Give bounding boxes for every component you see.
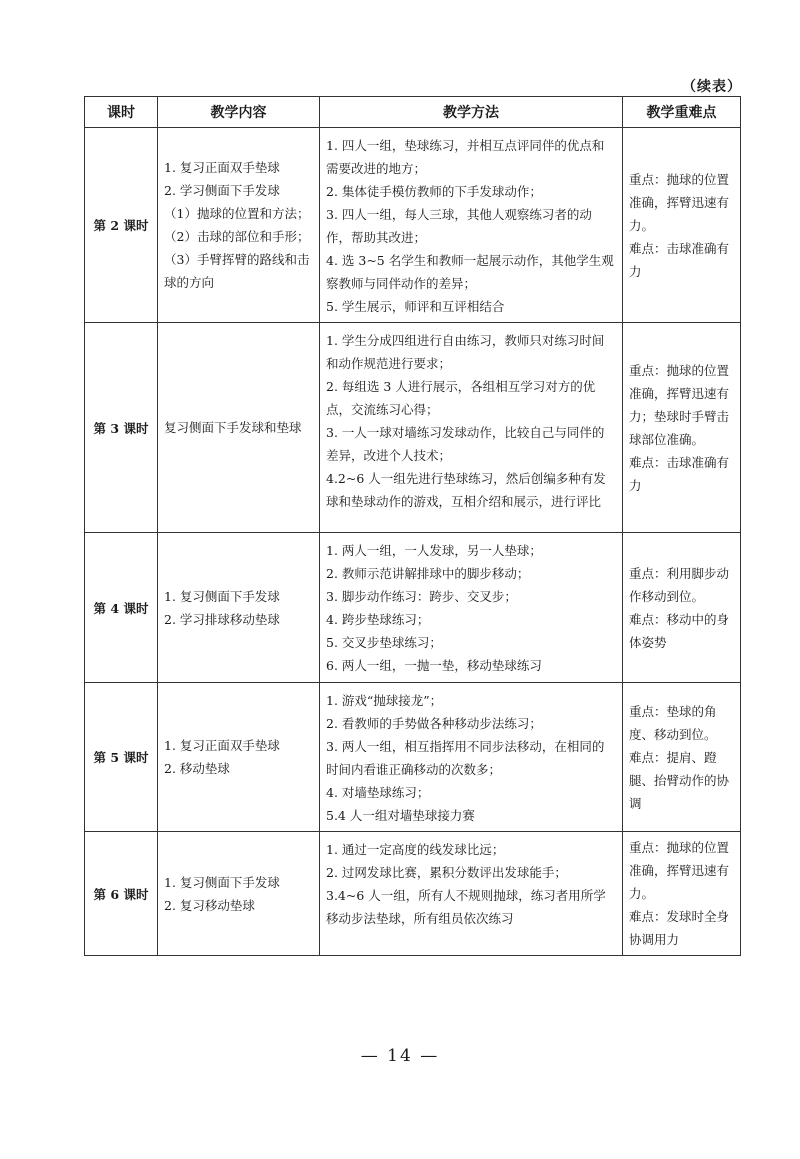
content-line: 复习侧面下手发球和垫球 xyxy=(164,420,302,435)
difficulty-line: 难点：击球准确有力 xyxy=(629,240,730,279)
key-point-line: 重点：抛球的位置准确，挥臂迅速有力。 xyxy=(629,840,730,901)
period-cell: 第 3 课时 xyxy=(85,323,158,533)
header-key-points: 教学重难点 xyxy=(623,97,741,128)
method-line: 3. 一人一球对墙练习发球动作，比较自己与同伴的差异，改进个人技术； xyxy=(326,425,605,463)
key-points-cell xyxy=(623,683,741,832)
method-line: 1. 游戏“抛球接龙”； xyxy=(326,693,443,708)
content-line: 1. 复习正面双手垫球 xyxy=(164,160,280,175)
period-cell: 第 6 课时 xyxy=(85,832,158,956)
method-line: 2. 过网发球比赛，累积分数评出发球能手； xyxy=(326,865,567,880)
method-cell xyxy=(320,683,623,832)
method-line: 2. 每组选 3 人进行展示，各组相互学习对方的优点，交流练习心得； xyxy=(326,379,596,417)
header-period: 课时 xyxy=(85,97,158,128)
method-line: 3. 脚步动作练习：跨步、交叉步； xyxy=(326,589,517,604)
method-line: 1. 学生分成四组进行自由练习，教师只对练习时间和动作规范进行要求； xyxy=(326,333,605,371)
key-points-cell xyxy=(623,533,741,683)
key-points-cell xyxy=(623,323,741,533)
method-line: 1. 通过一定高度的线发球比远； xyxy=(326,842,505,857)
content-line: 2. 学习侧面下手发球 xyxy=(164,183,280,198)
content-line: 1. 复习侧面下手发球 xyxy=(164,588,280,604)
method-line: 2. 教师示范讲解排球中的脚步移动； xyxy=(326,566,530,581)
difficulty-line: 难点：发球时全身协调用力 xyxy=(629,909,730,947)
key-point-line: 重点：垫球的角度、移动到位。 xyxy=(629,703,717,742)
lesson-plan-table xyxy=(84,96,741,956)
table-row xyxy=(85,533,741,683)
method-line: 3. 两人一组，相互指挥用不同步法移动，在相同的时间内看谁正确移动的次数多； xyxy=(326,739,605,777)
period-cell: 第 5 课时 xyxy=(85,683,158,832)
content-line: 2. 复习移动垫球 xyxy=(164,897,255,913)
method-cell xyxy=(320,832,623,956)
content-cell xyxy=(158,128,320,323)
content-cell xyxy=(158,533,320,683)
table-row xyxy=(85,683,741,832)
content-line: （2）击球的部位和手形； xyxy=(164,229,310,244)
period-cell: 第 2 课时 xyxy=(85,128,158,323)
content-line: 1. 复习正面双手垫球 xyxy=(164,738,280,753)
method-line: 3. 四人一组，每人三球，其他人观察练习者的动作，帮助其改进； xyxy=(326,207,592,245)
method-line: 2. 集体徒手模仿教师的下手发球动作； xyxy=(326,184,542,199)
header-method: 教学方法 xyxy=(320,97,623,128)
method-line: 4. 跨步垫球练习； xyxy=(326,612,430,627)
key-points-cell xyxy=(623,128,741,323)
content-line: （3）手臂挥臂的路线和击球的方向 xyxy=(164,252,310,290)
method-line: 5. 交叉步垫球练习； xyxy=(326,635,442,650)
header-content: 教学内容 xyxy=(158,97,320,128)
method-line: 2. 看教师的手势做各种移动步法练习； xyxy=(326,716,542,731)
continued-label: （续表） xyxy=(682,79,742,95)
method-line: 4. 对墙垫球练习； xyxy=(326,785,430,800)
method-line: 1. 两人一组，一人发球，另一人垫球； xyxy=(326,543,542,558)
content-cell xyxy=(158,832,320,956)
method-line: 1. 四人一组，垫球练习，并相互点评同伴的优点和需要改进的地方； xyxy=(326,138,605,176)
difficulty-line: 难点：移动中的身体姿势 xyxy=(629,611,730,650)
method-line: 4.2~6 人一组先进行垫球练习，然后创编多种有发球和垫球动作的游戏，互相介绍和展示，进行评比 xyxy=(326,471,606,509)
content-cell xyxy=(158,323,320,533)
difficulty-line: 难点：提肩、蹬腿、抬臂动作的协调 xyxy=(629,749,730,811)
method-cell xyxy=(320,128,623,323)
key-point-line: 重点：抛球的位置准确，挥臂迅速有力；垫球时手臂击球部位准确。 xyxy=(629,362,730,447)
difficulty-line: 难点：击球准确有力 xyxy=(629,454,730,493)
key-point-line: 重点：利用脚步动作移动到位。 xyxy=(629,565,730,604)
method-line: 5. 学生展示，师评和互评相结合 xyxy=(326,299,505,314)
method-line: 3.4~6 人一组，所有人不规则抛球，练习者用所学移动步法垫球，所有组员依次练习 xyxy=(326,888,606,926)
content-line: 2. 学习排球移动垫球 xyxy=(164,611,280,627)
table-header-row xyxy=(85,97,741,128)
content-cell xyxy=(158,683,320,832)
table-row xyxy=(85,832,741,956)
page-number: — 14 — xyxy=(360,1046,440,1066)
key-point-line: 重点：抛球的位置准确，挥臂迅速有力。 xyxy=(629,171,730,233)
key-points-cell xyxy=(623,832,741,956)
content-line: 2. 移动垫球 xyxy=(164,761,230,776)
method-line: 4. 选 3~5 名学生和教师一起展示动作，其他学生观察教师与同伴动作的差异； xyxy=(326,253,614,291)
method-cell xyxy=(320,323,623,533)
content-line: 1. 复习侧面下手发球 xyxy=(164,874,280,890)
period-cell: 第 4 课时 xyxy=(85,533,158,683)
method-cell xyxy=(320,533,623,683)
method-line: 6. 两人一组，一抛一垫，移动垫球练习 xyxy=(326,658,542,673)
table-row xyxy=(85,128,741,323)
table-row xyxy=(85,323,741,533)
method-line: 5.4 人一组对墙垫球接力赛 xyxy=(326,808,475,823)
content-line: （1）抛球的位置和方法； xyxy=(164,206,310,221)
